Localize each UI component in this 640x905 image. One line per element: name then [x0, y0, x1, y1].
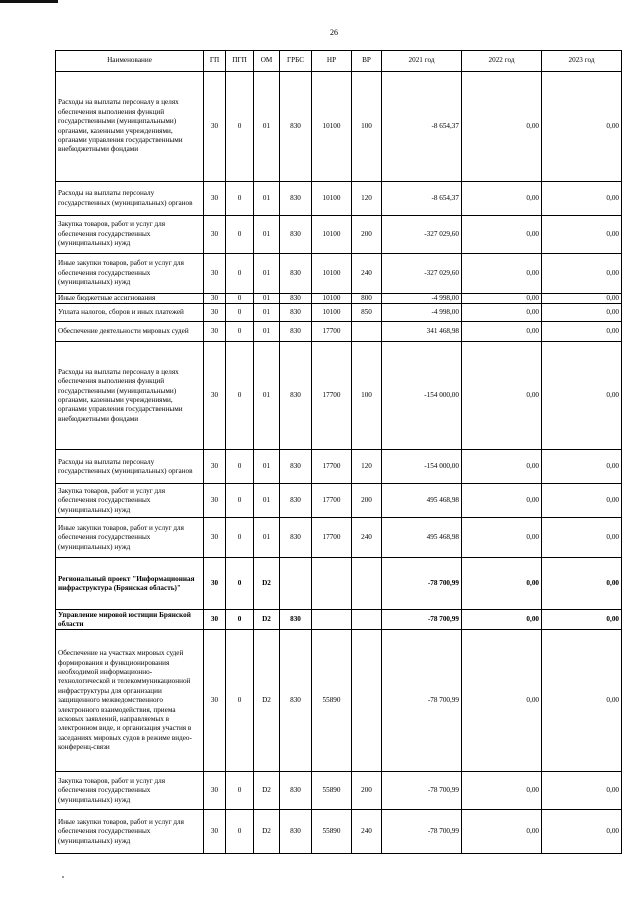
cell-y2023: 0,00	[542, 72, 622, 182]
cell-y2021: 495 468,98	[382, 484, 462, 518]
cell-vr: 200	[352, 484, 382, 518]
table-header-row	[56, 51, 622, 72]
cell-name: Закупка товаров, работ и услуг для обеспечения государственных (муниципальных) нужд	[56, 772, 204, 810]
cell-y2023: 0,00	[542, 484, 622, 518]
cell-gp: 30	[204, 630, 226, 772]
cell-gp: 30	[204, 254, 226, 294]
cell-pgp: 0	[226, 518, 254, 558]
table-row	[56, 450, 622, 484]
cell-pgp: 0	[226, 558, 254, 610]
budget-table	[55, 50, 622, 854]
cell-y2021: -78 700,99	[382, 630, 462, 772]
table-row	[56, 254, 622, 294]
cell-name: Иные закупки товаров, работ и услуг для обеспечения государственных (муниципальных) нужд	[56, 810, 204, 854]
cell-vr: 200	[352, 772, 382, 810]
table-row	[56, 558, 622, 610]
cell-np: 17700	[312, 450, 352, 484]
cell-vr: 850	[352, 304, 382, 322]
cell-vr: 240	[352, 810, 382, 854]
table-row	[56, 342, 622, 450]
cell-gp: 30	[204, 810, 226, 854]
cell-y2022: 0,00	[462, 304, 542, 322]
cell-vr	[352, 630, 382, 772]
cell-y2022: 0,00	[462, 450, 542, 484]
header-gp: ГП	[204, 51, 226, 72]
cell-grbs: 830	[280, 342, 312, 450]
cell-vr: 800	[352, 294, 382, 304]
cell-pgp: 0	[226, 484, 254, 518]
cell-gp: 30	[204, 342, 226, 450]
cell-gp: 30	[204, 558, 226, 610]
table-row	[56, 304, 622, 322]
cell-om: D2	[254, 810, 280, 854]
header-2021: 2021 год	[382, 51, 462, 72]
cell-om: D2	[254, 610, 280, 630]
cell-pgp: 0	[226, 342, 254, 450]
cell-np: 10100	[312, 254, 352, 294]
cell-y2023: 0,00	[542, 630, 622, 772]
cell-name: Расходы на выплаты персоналу государственных (муниципальных) органов	[56, 450, 204, 484]
cell-y2023: 0,00	[542, 254, 622, 294]
table-row	[56, 518, 622, 558]
cell-gp: 30	[204, 772, 226, 810]
cell-name: Региональный проект "Информационная инфраструктура (Брянская область)"	[56, 558, 204, 610]
cell-om: 01	[254, 304, 280, 322]
cell-grbs	[280, 558, 312, 610]
cell-grbs: 830	[280, 630, 312, 772]
cell-np	[312, 610, 352, 630]
table-row	[56, 322, 622, 342]
cell-om: 01	[254, 294, 280, 304]
cell-y2021: -154 000,00	[382, 342, 462, 450]
cell-pgp: 0	[226, 630, 254, 772]
cell-gp: 30	[204, 322, 226, 342]
cell-vr	[352, 322, 382, 342]
header-vr: ВР	[352, 51, 382, 72]
cell-np: 10100	[312, 304, 352, 322]
cell-y2023: 0,00	[542, 342, 622, 450]
table-row	[56, 610, 622, 630]
cell-gp: 30	[204, 450, 226, 484]
cell-grbs: 830	[280, 484, 312, 518]
cell-y2022: 0,00	[462, 518, 542, 558]
cell-y2023: 0,00	[542, 810, 622, 854]
cell-np: 10100	[312, 182, 352, 216]
cell-grbs: 830	[280, 254, 312, 294]
cell-y2022: 0,00	[462, 810, 542, 854]
cell-name: Закупка товаров, работ и услуг для обеспечения государственных (муниципальных) нужд	[56, 216, 204, 254]
cell-gp: 30	[204, 182, 226, 216]
cell-y2022: 0,00	[462, 558, 542, 610]
cell-y2021: -154 000,00	[382, 450, 462, 484]
cell-y2022: 0,00	[462, 72, 542, 182]
cell-grbs: 830	[280, 450, 312, 484]
cell-np: 17700	[312, 484, 352, 518]
cell-gp: 30	[204, 216, 226, 254]
cell-name: Расходы на выплаты персоналу в целях обеспечения выполнения функций государственными (муниципальными) органами, казенными учреждениями, органами управления государственными внебюджетными фондами	[56, 72, 204, 182]
cell-om: 01	[254, 450, 280, 484]
cell-np: 17700	[312, 322, 352, 342]
cell-grbs: 830	[280, 304, 312, 322]
cell-pgp: 0	[226, 72, 254, 182]
cell-y2022: 0,00	[462, 182, 542, 216]
header-om: ОМ	[254, 51, 280, 72]
cell-y2021: -8 654,37	[382, 72, 462, 182]
header-pgp: ПГП	[226, 51, 254, 72]
cell-om: 01	[254, 72, 280, 182]
cell-y2021: -78 700,99	[382, 772, 462, 810]
cell-vr: 240	[352, 518, 382, 558]
cell-pgp: 0	[226, 810, 254, 854]
cell-np	[312, 558, 352, 610]
cell-grbs: 830	[280, 772, 312, 810]
cell-y2022: 0,00	[462, 342, 542, 450]
cell-grbs: 830	[280, 182, 312, 216]
cell-y2022: 0,00	[462, 630, 542, 772]
table-row	[56, 216, 622, 254]
table-row	[56, 810, 622, 854]
cell-y2021: -327 029,60	[382, 216, 462, 254]
cell-grbs: 830	[280, 518, 312, 558]
scan-speck	[62, 876, 64, 878]
cell-np: 10100	[312, 294, 352, 304]
cell-vr	[352, 558, 382, 610]
cell-name: Обеспечение на участках мировых судей формирования и функционирования необходимой информационно-технологической и телекоммуникационной инфраструктуры для организации защищенного межведомственного электронного взаимодействия, приема исковых заявлений, направляемых в электронном виде, и организация участия в заседаниях мировых судов в режиме видео-конференц-связи	[56, 630, 204, 772]
cell-y2021: -78 700,99	[382, 610, 462, 630]
cell-y2022: 0,00	[462, 254, 542, 294]
cell-grbs: 830	[280, 216, 312, 254]
cell-pgp: 0	[226, 216, 254, 254]
cell-y2021: 495 468,98	[382, 518, 462, 558]
cell-pgp: 0	[226, 254, 254, 294]
cell-y2022: 0,00	[462, 322, 542, 342]
cell-vr	[352, 610, 382, 630]
cell-y2022: 0,00	[462, 484, 542, 518]
header-np: НР	[312, 51, 352, 72]
cell-name: Обеспечение деятельности мировых судей	[56, 322, 204, 342]
cell-om: 01	[254, 216, 280, 254]
cell-vr: 120	[352, 182, 382, 216]
cell-y2023: 0,00	[542, 518, 622, 558]
cell-y2021: -78 700,99	[382, 810, 462, 854]
cell-np: 55890	[312, 810, 352, 854]
cell-vr: 200	[352, 216, 382, 254]
cell-om: 01	[254, 518, 280, 558]
cell-grbs: 830	[280, 294, 312, 304]
header-2022: 2022 год	[462, 51, 542, 72]
table-row	[56, 72, 622, 182]
cell-gp: 30	[204, 484, 226, 518]
header-2023: 2023 год	[542, 51, 622, 72]
cell-om: D2	[254, 630, 280, 772]
cell-name: Расходы на выплаты персоналу в целях обеспечения выполнения функций государственными (муниципальными) органами, казенными учреждениями, органами управления государственными внебюджетными фондами	[56, 342, 204, 450]
cell-om: 01	[254, 322, 280, 342]
cell-vr: 240	[352, 254, 382, 294]
cell-name: Иные закупки товаров, работ и услуг для обеспечения государственных (муниципальных) нужд	[56, 254, 204, 294]
cell-om: 01	[254, 484, 280, 518]
cell-y2021: -4 998,00	[382, 304, 462, 322]
table-row	[56, 182, 622, 216]
cell-y2023: 0,00	[542, 322, 622, 342]
cell-y2022: 0,00	[462, 610, 542, 630]
table-row	[56, 294, 622, 304]
cell-vr: 100	[352, 342, 382, 450]
cell-gp: 30	[204, 610, 226, 630]
table-row	[56, 630, 622, 772]
cell-om: D2	[254, 558, 280, 610]
cell-y2023: 0,00	[542, 294, 622, 304]
cell-np: 55890	[312, 772, 352, 810]
header-name: Наименование	[56, 51, 204, 72]
cell-gp: 30	[204, 294, 226, 304]
cell-np: 55890	[312, 630, 352, 772]
cell-name: Иные закупки товаров, работ и услуг для обеспечения государственных (муниципальных) нужд	[56, 518, 204, 558]
cell-name: Закупка товаров, работ и услуг для обеспечения государственных (муниципальных) нужд	[56, 484, 204, 518]
cell-np: 17700	[312, 342, 352, 450]
cell-y2023: 0,00	[542, 558, 622, 610]
page-number: 26	[330, 28, 338, 37]
cell-y2023: 0,00	[542, 772, 622, 810]
cell-np: 17700	[312, 518, 352, 558]
cell-y2022: 0,00	[462, 772, 542, 810]
cell-name: Уплата налогов, сборов и иных платежей	[56, 304, 204, 322]
cell-y2022: 0,00	[462, 294, 542, 304]
cell-pgp: 0	[226, 322, 254, 342]
cell-pgp: 0	[226, 450, 254, 484]
cell-y2023: 0,00	[542, 182, 622, 216]
cell-y2021: -78 700,99	[382, 558, 462, 610]
cell-np: 10100	[312, 216, 352, 254]
cell-np: 10100	[312, 72, 352, 182]
cell-y2021: 341 468,98	[382, 322, 462, 342]
table-row	[56, 484, 622, 518]
cell-y2021: -8 654,37	[382, 182, 462, 216]
cell-om: D2	[254, 772, 280, 810]
cell-y2023: 0,00	[542, 304, 622, 322]
cell-y2021: -327 029,60	[382, 254, 462, 294]
cell-name: Управление мировой юстиции Брянской области	[56, 610, 204, 630]
cell-y2023: 0,00	[542, 610, 622, 630]
cell-pgp: 0	[226, 304, 254, 322]
cell-om: 01	[254, 342, 280, 450]
cell-y2023: 0,00	[542, 450, 622, 484]
cell-grbs: 830	[280, 322, 312, 342]
cell-name: Расходы на выплаты персоналу государственных (муниципальных) органов	[56, 182, 204, 216]
cell-y2021: -4 998,00	[382, 294, 462, 304]
cell-pgp: 0	[226, 182, 254, 216]
cell-y2022: 0,00	[462, 216, 542, 254]
cell-vr: 100	[352, 72, 382, 182]
cell-grbs: 830	[280, 810, 312, 854]
cell-y2023: 0,00	[542, 216, 622, 254]
cell-om: 01	[254, 254, 280, 294]
cell-vr: 120	[352, 450, 382, 484]
cell-pgp: 0	[226, 294, 254, 304]
scan-edge-mark	[0, 0, 58, 3]
cell-pgp: 0	[226, 772, 254, 810]
header-grbs: ГРБС	[280, 51, 312, 72]
cell-name: Иные бюджетные ассигнования	[56, 294, 204, 304]
cell-gp: 30	[204, 72, 226, 182]
cell-pgp: 0	[226, 610, 254, 630]
table-row	[56, 772, 622, 810]
cell-om: 01	[254, 182, 280, 216]
cell-gp: 30	[204, 304, 226, 322]
cell-grbs: 830	[280, 610, 312, 630]
cell-grbs: 830	[280, 72, 312, 182]
cell-gp: 30	[204, 518, 226, 558]
